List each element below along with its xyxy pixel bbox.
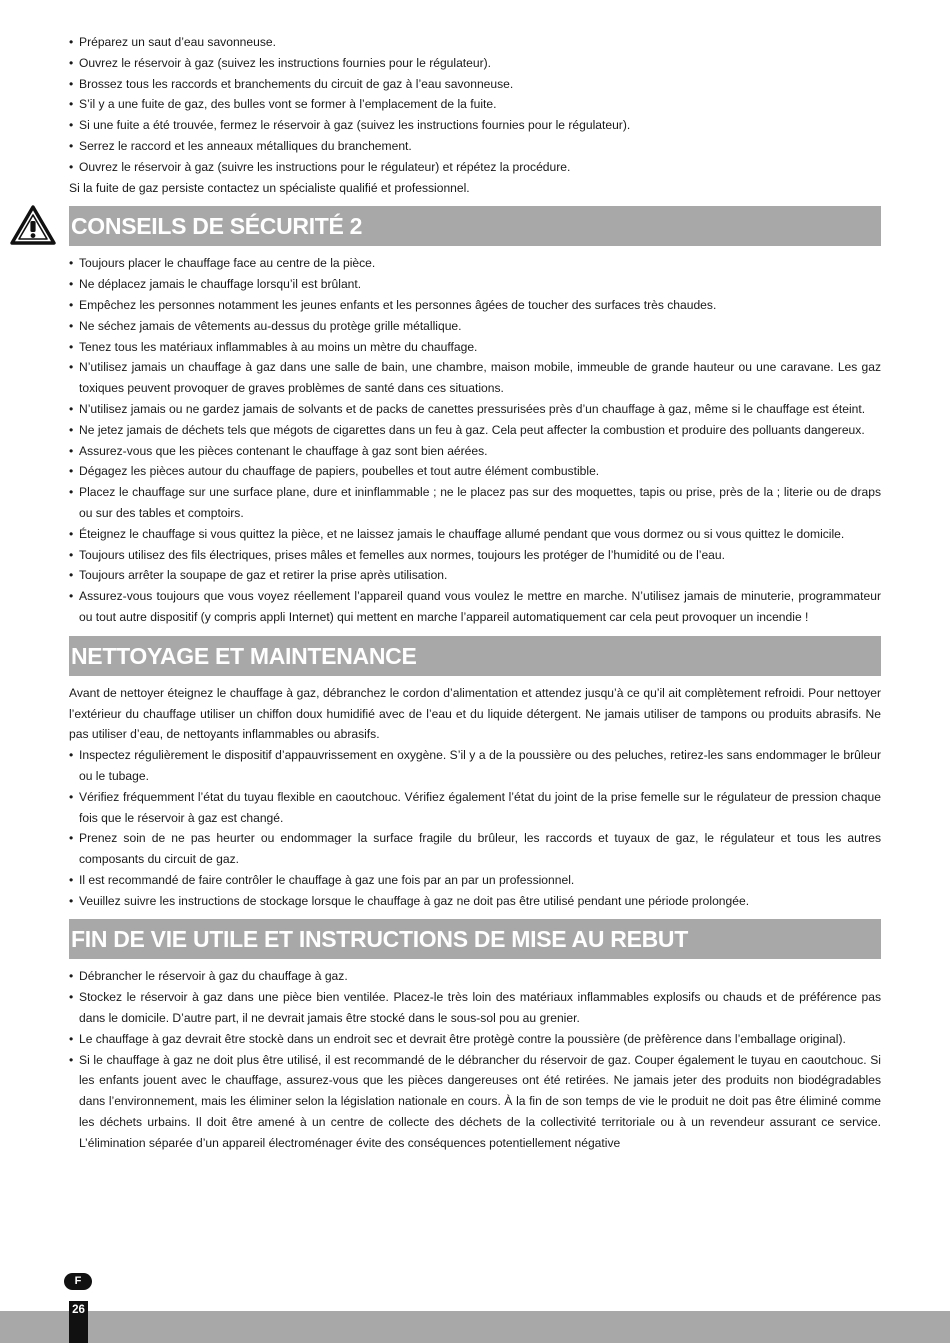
section-heading-safety xyxy=(69,206,881,246)
list-item: • N’utilisez jamais ou ne gardez jamais de solvants et de packs de canettes pressurisées près d’un chauffage à gaz, même si le chauffage est éteint. xyxy=(69,399,881,420)
leak-closing-text: Si la fuite de gaz persiste contactez un spécialiste qualifié et professionnel. xyxy=(69,180,470,195)
list-item: • Débrancher le réservoir à gaz du chauffage à gaz. xyxy=(69,966,881,987)
section-title: CONSEILS DE SÉCURITÉ 2 xyxy=(71,213,363,240)
safety-list xyxy=(69,253,881,627)
list-item: • Assurez-vous toujours que vous voyez réellement l’appareil quand vous voulez le mettre en marche. N’utilisez jamais de minuterie, programmateur ou tout autre dispositif (y compris appli Internet) qui mettent en marche l’appareil automatiquement car cela peut provoquer un incendie ! xyxy=(69,586,881,628)
language-badge: F xyxy=(64,1273,92,1290)
document-page xyxy=(69,32,881,1154)
list-item: • Prenez soin de ne pas heurter ou endommager la surface fragile du brûleur, les raccords et tuyaux de gaz, le régulateur et tous les autres composants du circuit de gaz. xyxy=(69,828,881,870)
section-title: NETTOYAGE ET MAINTENANCE xyxy=(71,642,417,669)
list-item: • Serrez le raccord et les anneaux métalliques du branchement. xyxy=(69,136,881,157)
warning-triangle-icon xyxy=(9,204,57,246)
list-item: • Toujours placer le chauffage face au centre de la pièce. xyxy=(69,253,881,274)
list-item: • Si une fuite a été trouvée, fermez le réservoir à gaz (suivez les instructions fournies pour le régulateur). xyxy=(69,115,881,136)
list-item: • Ouvrez le réservoir à gaz (suivre les instructions pour le régulateur) et répétez la procédure. xyxy=(69,157,881,178)
list-item: • Placez le chauffage sur une surface plane, dure et ininflammable ; ne le placez pas sur des moquettes, tapis ou prise, près de la ; literie ou de draps ou sur des tables et comptoirs. xyxy=(69,482,881,524)
page-number: 26 xyxy=(69,1301,88,1343)
section-title: FIN DE VIE UTILE ET INSTRUCTIONS DE MISE AU REBUT xyxy=(71,926,688,953)
section-heading-disposal xyxy=(69,919,881,959)
list-item: • Toujours utilisez des fils électriques, prises mâles et femelles aux normes, toujours les protéger de l’humidité ou de l’eau. xyxy=(69,545,881,566)
list-item: • Assurez-vous que les pièces contenant le chauffage à gaz sont bien aérées. xyxy=(69,441,881,462)
list-item: • Ne déplacez jamais le chauffage lorsqu’il est brûlant. xyxy=(69,274,881,295)
list-item: • S’il y a une fuite de gaz, des bulles vont se former à l’emplacement de la fuite. xyxy=(69,94,881,115)
list-item: • Si le chauffage à gaz ne doit plus être utilisé, il est recommandé de le débrancher du réservoir de gaz. Couper également le tuyau en caoutchouc. Si les enfants jouent avec le chauffage, assurez-vous que les pièces dangereuses ont été retirées. Ne jamais jeter des produits non biodégradables dans l’environnement, mais les éliminer selon la législation nationale en cours. À la fin de son temps de vie le produit ne doit pas être éliminé comme les déchets urbains. Il doit être amené à un centre de collecte des déchets de la collectivité territoriale ou à un revendeur assurant ce service. L’élimination séparée d’un appareil électroménager évite des conséquences potentiellement négative xyxy=(69,1050,881,1154)
maintenance-list xyxy=(69,745,881,911)
list-item: • Éteignez le chauffage si vous quittez la pièce, et ne laissez jamais le chauffage allumé pendant que vous dormez ou si vous quittez le domicile. xyxy=(69,524,881,545)
list-item: • N’utilisez jamais un chauffage à gaz dans une salle de bain, une chambre, maison mobile, immeuble de grande hauteur ou une caravane. Les gaz toxiques peuvent provoquer de graves problèmes de santé dans ces situations. xyxy=(69,357,881,399)
list-item: • Toujours arrêter la soupape de gaz et retirer la prise après utilisation. xyxy=(69,565,881,586)
list-item: • Préparez un saut d’eau savonneuse. xyxy=(69,32,881,53)
list-item: • Dégagez les pièces autour du chauffage de papiers, poubelles et tout autre élément combustible. xyxy=(69,461,881,482)
list-item: • Veuillez suivre les instructions de stockage lorsque le chauffage à gaz ne doit pas être utilisé pendant une période prolongée. xyxy=(69,891,881,912)
maintenance-intro-text: Avant de nettoyer éteignez le chauffage à gaz, débranchez le cordon d’alimentation et attendez jusqu’à ce qu’il ait complètement refroidi. Pour nettoyer l’extérieur du chauffage utiliser un chiffon doux humidifié avec de l’eau et du liquide détergent. Ne jamais utiliser de tampons ou produits abrasifs. Ne pas utiliser d’eau, de nettoyants inflammables ou abrasifs. xyxy=(69,685,881,742)
list-item: • Il est recommandé de faire contrôler le chauffage à gaz une fois par an par un professionnel. xyxy=(69,870,881,891)
section-heading-maintenance xyxy=(69,636,881,676)
list-item: • Inspectez régulièrement le dispositif d’appauvrissement en oxygène. S’il y a de la poussière ou des peluches, retirez-les sans endommager le brûleur ou le tubage. xyxy=(69,745,881,787)
list-item: • Vérifiez fréquemment l’état du tuyau flexible en caoutchouc. Vérifiez également l’état du joint de la prise femelle sur le régulateur de pression chaque fois que le réservoir à gaz est changé. xyxy=(69,787,881,829)
disposal-list xyxy=(69,966,881,1153)
leak-test-list xyxy=(69,32,881,178)
list-item: • Tenez tous les matériaux inflammables à au moins un mètre du chauffage. xyxy=(69,337,881,358)
list-item: • Empêchez les personnes notamment les jeunes enfants et les personnes âgées de toucher des surfaces très chaudes. xyxy=(69,295,881,316)
list-item: • Brossez tous les raccords et branchements du circuit de gaz à l’eau savonneuse. xyxy=(69,74,881,95)
footer-bar xyxy=(0,1311,950,1343)
list-item: • Stockez le réservoir à gaz dans une pièce bien ventilée. Placez-le très loin des matériaux inflammables explosifs ou chauds et de préférence pas dans le domicile. D’autre part, il ne devrait jamais être stocké dans le sous-sol pou au grenier. xyxy=(69,987,881,1029)
list-item: • Ne jetez jamais de déchets tels que mégots de cigarettes dans un feu à gaz. Cela peut affecter la combustion et produire des polluants dangereux. xyxy=(69,420,881,441)
list-item: • Ne séchez jamais de vêtements au-dessus du protège grille métallique. xyxy=(69,316,881,337)
list-item: • Ouvrez le réservoir à gaz (suivez les instructions fournies pour le régulateur). xyxy=(69,53,881,74)
list-item: • Le chauffage à gaz devrait être stockè dans un endroit sec et devrait être protègè contre la poussière (de prèfèrence dans l’emballage original). xyxy=(69,1029,881,1050)
